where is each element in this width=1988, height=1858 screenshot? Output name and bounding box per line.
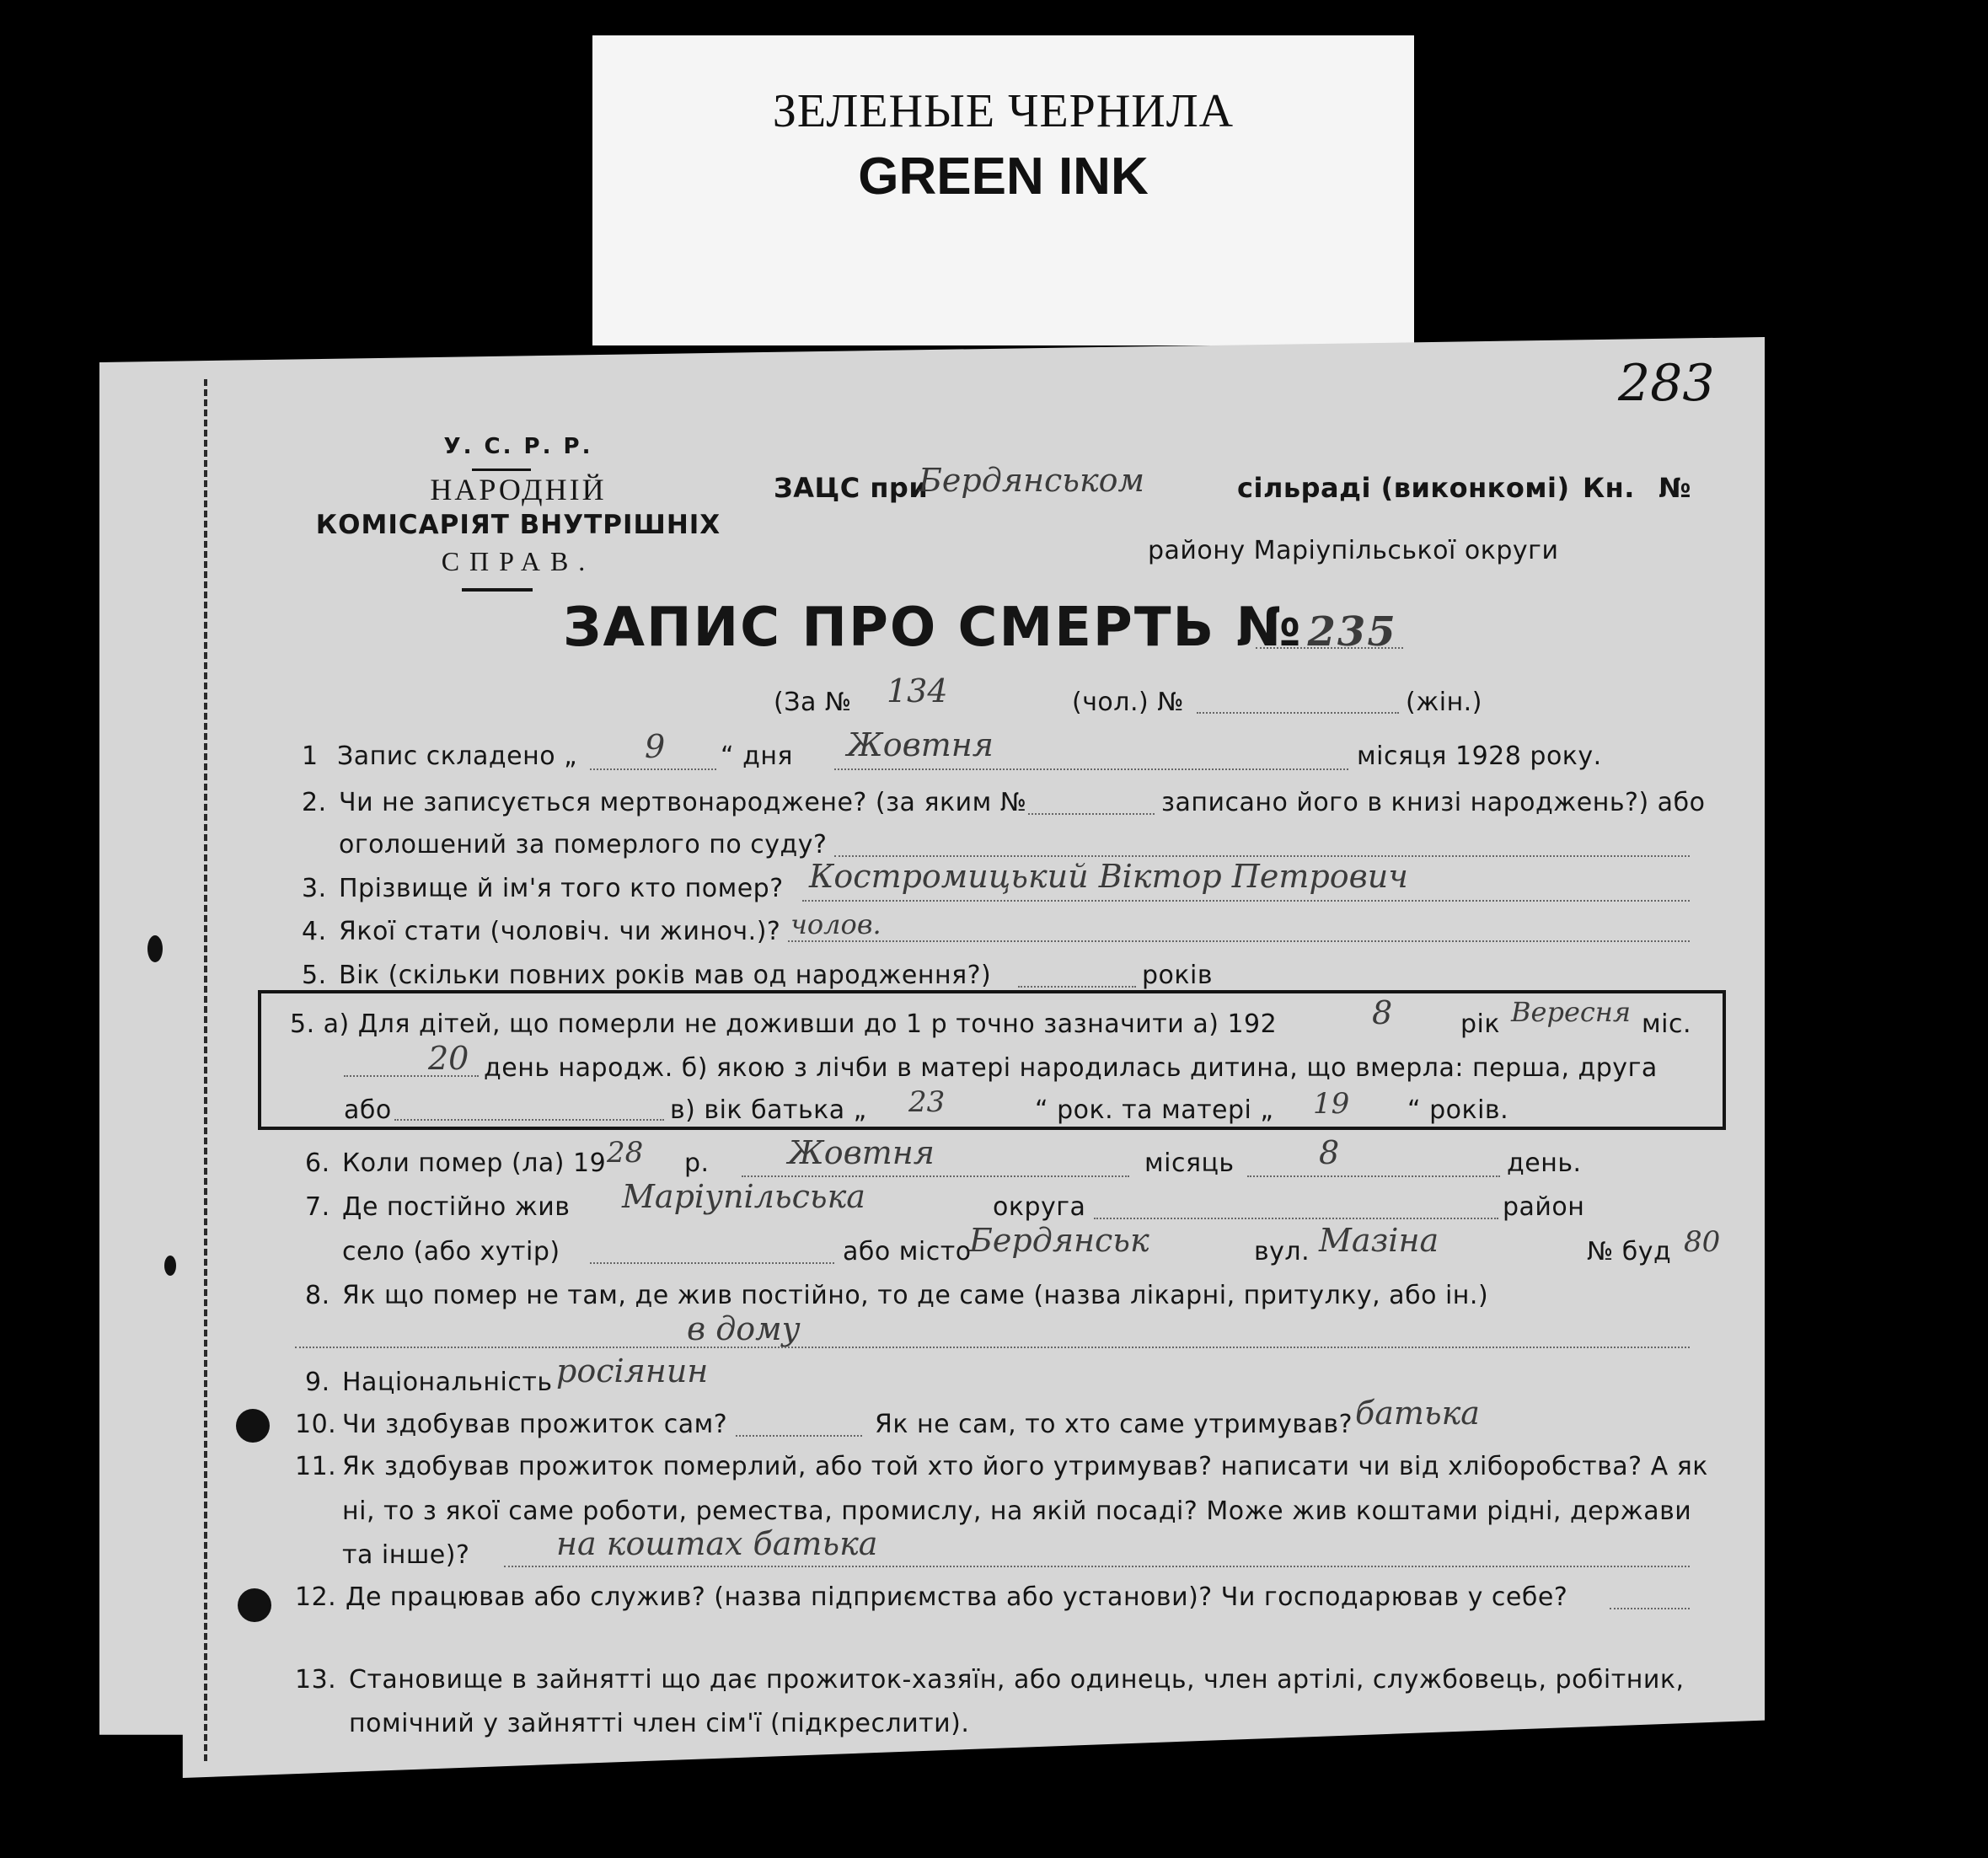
row-number: 13.: [295, 1665, 337, 1695]
female-number-line: [1197, 712, 1399, 714]
death-day-line: [1247, 1175, 1500, 1177]
row-number: 9.: [305, 1368, 330, 1397]
death-month: Жовтня: [788, 1134, 935, 1171]
zags-place: Бердянськом: [919, 462, 1145, 499]
ink-color-label-card: [592, 35, 1414, 345]
row7-line2: село (або хутір): [342, 1237, 560, 1266]
row11-line3: та інше)?: [342, 1540, 470, 1570]
punch-hole: [238, 1588, 271, 1622]
book-label: Кн.: [1583, 472, 1635, 504]
row5a-line2: день народж. б) якою з лічби в матері народилась дитина, що вмерла: перша, друга: [484, 1053, 1658, 1083]
row2-line1: Чи не записується мертвонароджене? (за яким №: [339, 788, 1027, 817]
row7-abo-misto: або місто: [843, 1237, 972, 1266]
row-number: 10.: [295, 1410, 337, 1439]
label-russian: ЗЕЛЕНЫЕ ЧЕРНИЛА: [772, 85, 1235, 137]
father-age: 23: [908, 1085, 946, 1119]
title-number-line: [1256, 647, 1403, 649]
number-label: №: [1658, 472, 1691, 504]
ussr-heading: У. С. Р. Р.: [443, 434, 593, 459]
punch-hole: [164, 1256, 176, 1276]
record-day: 9: [645, 728, 666, 765]
row-number: 4.: [302, 917, 327, 946]
residence-okruga: Маріупільська: [622, 1178, 865, 1215]
infant-birth-year: 8: [1372, 994, 1393, 1031]
row-number: 6.: [305, 1149, 330, 1178]
sex-line: [788, 940, 1690, 942]
row1-day-suffix: “ дня: [721, 742, 793, 771]
row7-okruga: округа: [993, 1192, 1086, 1222]
row8-label: Як що помер не там, де жив постійно, то де саме (назва лікарні, притулку, або ін.): [342, 1281, 1489, 1310]
record-month: Жовтня: [847, 726, 994, 763]
row7-rayon: район: [1503, 1192, 1585, 1222]
row4-label: Якої стати (чоловіч. чи жиноч.)?: [339, 917, 781, 946]
row10-label: Чи здобував прожиток сам?: [342, 1410, 728, 1439]
row7-label: Де постійно жив: [342, 1192, 571, 1222]
zags-suffix: сільраді (виконкомі): [1237, 472, 1570, 504]
row-number: 7.: [305, 1192, 330, 1222]
row5-label: Вік (скільки повних років мав од народження?): [339, 961, 992, 990]
livelihood: на коштах батька: [556, 1525, 878, 1562]
row11-line2: ні, то з якої саме роботи, ремества, промислу, на якій посаді? Може жив коштами рідні, держави: [342, 1497, 1692, 1526]
row-number: 12.: [295, 1582, 337, 1612]
infant-birth-month: Вересня: [1511, 996, 1632, 1028]
punch-hole: [147, 935, 163, 962]
row7-bud: № буд: [1587, 1237, 1672, 1266]
village-line: [590, 1262, 834, 1264]
row-number: 1: [302, 742, 319, 771]
supporter: батька: [1355, 1395, 1480, 1432]
zhin-label: (жін.): [1406, 688, 1482, 717]
row2-line1b: записано його в книзі народжень?) або: [1161, 788, 1706, 817]
row6-mis: місяць: [1144, 1149, 1235, 1178]
row2-line2: оголошений за померлого по суду?: [339, 830, 828, 859]
row-number: 3.: [302, 874, 327, 903]
row5a-line3c: “ рок. та матері „: [1035, 1095, 1274, 1125]
row12-label: Де працював або служив? (назва підприємства або установи)? Чи господарював у себе?: [346, 1582, 1568, 1612]
perforation-line: [204, 379, 207, 1761]
death-month-line: [742, 1175, 1129, 1177]
name-line: [802, 900, 1690, 902]
age-line: [1018, 986, 1136, 988]
row5a-line3a: або: [344, 1095, 392, 1125]
row-number: 2.: [302, 788, 327, 817]
commissariat-line-2: КОМІСАРІЯТ ВНУТРІШНІХ: [315, 510, 721, 540]
row5a-line3d: “ років.: [1407, 1095, 1509, 1125]
infant-birth-day: 20: [428, 1040, 469, 1077]
record-number: 235: [1307, 608, 1397, 656]
commissariat-line-3: СПРАВ.: [441, 546, 596, 576]
record-month-line: [834, 768, 1348, 770]
page-number: 283: [1618, 354, 1715, 413]
workplace-line: [1610, 1608, 1690, 1609]
row6-label: Коли помер (ла) 19: [342, 1149, 607, 1178]
stillborn-number-line: [1028, 813, 1155, 815]
row-number: 8.: [305, 1281, 330, 1310]
death-place-line: [295, 1347, 1690, 1348]
row11-line1: Як здобував прожиток померлий, або той хто його утримував? написати чи від хліборобства? А як: [342, 1452, 1708, 1481]
zags-prefix: ЗАЦС при: [774, 472, 929, 504]
label-english: GREEN INK: [858, 147, 1149, 206]
self-support-line: [736, 1435, 862, 1437]
court-line: [834, 855, 1690, 857]
house-number: 80: [1684, 1225, 1721, 1259]
row9-label: Національність: [342, 1368, 553, 1397]
row-number: 5.: [302, 961, 327, 990]
sex-value: чолов.: [790, 908, 881, 940]
commissariat-line-1: НАРОДНІЙ: [430, 473, 607, 506]
row7-vul: вул.: [1254, 1237, 1310, 1266]
row5a-mis: міс.: [1642, 1009, 1691, 1039]
title-text: ЗАПИС ПРО СМЕРТЬ №: [563, 597, 1303, 659]
row6-r: р.: [684, 1149, 710, 1178]
male-number: 134: [887, 672, 948, 709]
row1-end: місяця 1928 року.: [1357, 742, 1602, 771]
record-day-line: [590, 768, 716, 770]
punch-hole: [236, 1409, 270, 1443]
residence-street: Мазіна: [1319, 1222, 1439, 1259]
birth-day-line: [344, 1075, 479, 1077]
row5a-rik: рік: [1460, 1009, 1500, 1039]
row13-line2: помічний у зайнятті член сім'ї (підкреслити).: [349, 1709, 970, 1738]
row5-suffix: років: [1142, 961, 1214, 990]
row5a-line1: 5. а) Для дітей, що померли не доживши до 1 р точно зазначити а) 192: [290, 1009, 1278, 1039]
row6-den: день.: [1507, 1149, 1582, 1178]
death-place: в дому: [687, 1310, 801, 1347]
record-title: [563, 597, 1397, 659]
row13-line1: Становище в зайнятті що дає прожиток-хазяїн, або одинець, член артілі, службовець, робітник,: [349, 1665, 1685, 1695]
header-rule: [472, 469, 531, 471]
district-line: району Маріупільської округи: [1148, 536, 1559, 565]
nationality: росіянин: [556, 1352, 709, 1389]
row1-label: Запис складено „: [337, 742, 578, 771]
deceased-name: Костромицький Віктор Петрович: [809, 858, 1408, 895]
mother-age: 19: [1313, 1087, 1350, 1121]
livelihood-line: [504, 1566, 1690, 1567]
row3-label: Прізвище й ім'я того кто помер?: [339, 874, 784, 903]
rayon-line: [1094, 1218, 1498, 1219]
header-rule: [462, 588, 533, 592]
death-day: 8: [1319, 1134, 1340, 1171]
row-number: 11.: [295, 1452, 337, 1481]
residence-city: Бердянськ: [969, 1222, 1149, 1259]
row5a-line3b: в) вік батька „: [670, 1095, 867, 1125]
chol-label: (чол.) №: [1072, 688, 1184, 717]
death-year: 28: [607, 1136, 644, 1170]
za-label: (За №: [774, 688, 852, 717]
birth-order-line: [394, 1119, 664, 1121]
row10-label2: Як не сам, то хто саме утримував?: [875, 1410, 1353, 1439]
